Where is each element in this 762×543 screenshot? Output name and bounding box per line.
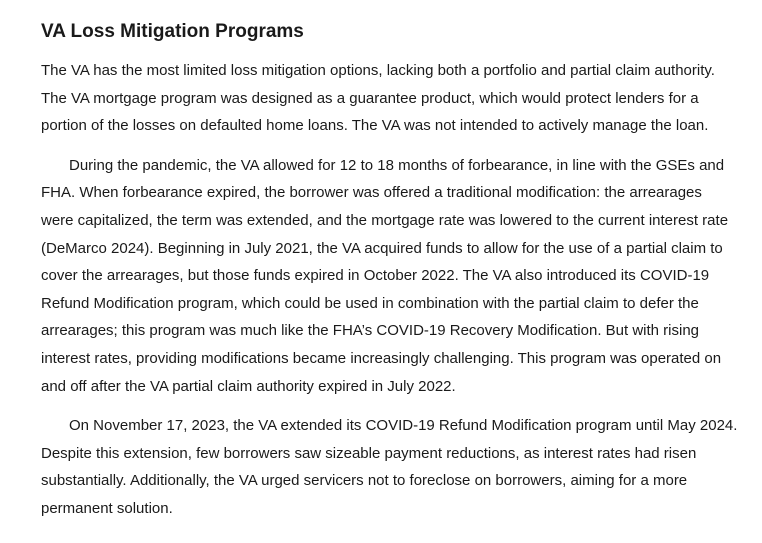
paragraph-3: On November 17, 2023, the VA extended its COVID-19 Refund Modification program until May 2024. Despite this extension, few borrowers saw sizeable payment reductions, as interest rates had risen substantially. Additionally, the VA urged servicers not to foreclose on borrowers, aiming for a more permanent solution. (41, 417, 738, 517)
paragraph-2: During the pandemic, the VA allowed for 12 to 18 months of forbearance, in line with the GSEs and FHA. When forbearance expired, the borrower was offered a traditional modification: the arrearages were capitalized, the term was extended, and the mortgage rate was lowered to the current interest rate (DeMarco 2024). Beginning in July 2021, the VA acquired funds to allow for the use of a partial claim to cover the arrearages, but those funds expired in October 2022. The VA also introduced its COVID-19 Refund Modification program, which could be used in combination with the partial claim to defer the arrearages; this program was much like the FHA’s COVID-19 Recovery Modification. But with rising interest rates, providing modifications became increasingly challenging. This program was operated on and off after the VA partial claim authority expired in July 2022. (41, 156, 729, 395)
paragraph-1: The VA has the most limited loss mitigation options, lacking both a portfolio and partial claim authority. The VA mortgage program was designed as a guarantee product, which would protect lenders for a portion of the losses on defaulted home loans. The VA was not intended to actively manage the loan. (41, 62, 715, 135)
section-heading: VA Loss Mitigation Programs (41, 21, 304, 42)
